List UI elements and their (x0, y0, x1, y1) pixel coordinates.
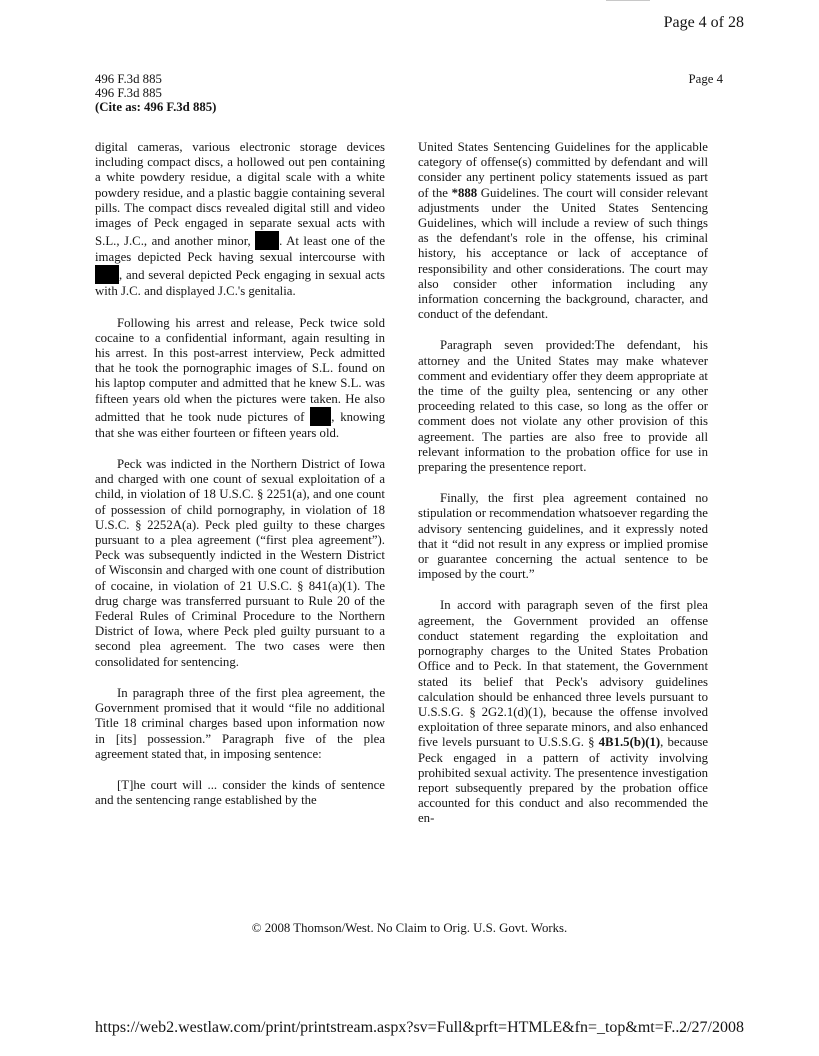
copyright-footer: © 2008 Thomson/West. No Claim to Orig. U.S. Govt. Works. (251, 921, 568, 935)
right-column (418, 140, 708, 843)
page-label: Page 4 (688, 72, 723, 86)
page-counter: Page 4 of 28 (663, 14, 744, 31)
text-run: digital cameras, various electronic storage devices including compact discs, a hollowed out pen containing a white powdery residue, a digital scale with a white powdery residue, and a plastic baggie containing several pills. The compact discs revealed digital still and video images of Peck engaged in separate sexual acts with S.L., J.C., and another minor, (95, 140, 385, 249)
text-run: , knowing that she was either fourteen or fifteen years old. (95, 409, 385, 440)
left-paragraph-1 (95, 140, 385, 300)
cite-as-line: (Cite as: 496 F.3d 885) (95, 100, 217, 114)
citation-line-1: 496 F.3d 885 (95, 72, 162, 86)
right-paragraph-4 (418, 598, 708, 826)
text-run: Guidelines. The court will consider relevant adjustments under the United States Sentencing Guidelines, which will include a review of such things as the defendant's role in the offense, his criminal history, his acceptance or lack of acceptance of responsibility and other considerations. The court may also consider other information including any information concerning the background, character, and conduct of the defendant. (418, 185, 708, 322)
left-paragraph-quote: [T]he court will ... consider the kinds of sentence and the sentencing range established by the (95, 777, 385, 808)
guideline-citation: 4B1.5(b)(1) (598, 735, 661, 750)
right-paragraph-3: Finally, the first plea agreement contained no stipulation or recommendation whatsoever regarding the advisory sentencing guidelines, and it expressly noted that it “did not result in any express or implied promise or guarantee concerning the actual sentence to be imposed by the court.” (418, 491, 708, 582)
print-date: 2/27/2008 (679, 1019, 744, 1036)
left-paragraph-2 (95, 316, 385, 441)
text-run: United States Sentencing Guidelines for the applicable category of offense(s) committed by defendant and will consider any pertinent policy statements issued as part of the (418, 140, 708, 200)
text-run: . At least one of the images depicted Peck having sexual intercourse with (95, 234, 385, 265)
text-run: , and several depicted Peck engaging in sexual acts with J.C. and displayed J.C.'s genitalia. (95, 268, 385, 299)
left-paragraph-3: Peck was indicted in the Northern District of Iowa and charged with one count of sexual exploitation of a child, in violation of 18 U.S.C. § 2251(a), and one count of possession of child pornography, in violation of 18 U.S.C. § 2252A(a). Peck pled guilty to these charges pursuant to a plea agreement (“first plea agreement”). Peck was subsequently indicted in the Western District of Wisconsin and charged with one count of distribution of cocaine, in violation of 21 U.S.C. § 841(a)(1). The drug charge was transferred pursuant to Rule 20 of the Federal Rules of Criminal Procedure to the Northern District of Iowa, where Peck pled guilty pursuant to a second plea agreement. The two cases were then consolidated for sentencing. (95, 457, 385, 669)
text-run: Following his arrest and release, Peck twice sold cocaine to a confidential informant, again resulting in his arrest. In this post-arrest interview, Peck admitted that he took the pornographic images of S.L. found on his laptop computer and admitted that he knew S.L. was fifteen years old when the pictures were taken. He also admitted that he took nude pictures of (95, 315, 385, 424)
print-url: https://web2.westlaw.com/print/printstream.aspx?sv=Full&prft=HTMLE&fn=_top&mt=F... (95, 1019, 684, 1036)
left-column (95, 140, 385, 808)
right-paragraph-2: Paragraph seven provided:The defendant, his attorney and the United States may make whatever comment and evidentiary offer they deem appropriate at the time of the guilty plea, sentencing or any other proceeding related to this case, so long as the offer or comment does not violate any other provision of this agreement. The parties are also free to provide all relevant information to the probation office for use in preparing the presentence report. (418, 338, 708, 475)
redaction-block (310, 407, 331, 426)
star-page-marker: *888 (451, 185, 478, 200)
text-run: , because Peck engaged in a pattern of activity involving prohibited sexual activity. The presentence investigation report subsequently prepared by the probation office accounted for this conduct and also recommended the en- (418, 735, 708, 826)
redaction-block (255, 231, 279, 250)
left-paragraph-4: In paragraph three of the first plea agreement, the Government promised that it would “file no additional Title 18 criminal charges based upon information now in [its] possession.” Paragraph five of the plea agreement stated that, in imposing sentence: (95, 685, 385, 761)
citation-block (95, 72, 216, 114)
redaction-block (95, 265, 119, 284)
text-run: In accord with paragraph seven of the first plea agreement, the Government provided an offense conduct statement regarding the exploitation and pornography charges to the United States Probation Office and to Peck. In that statement, the Government stated its belief that Peck's advisory guidelines calculation should be enhanced three levels pursuant to U.S.S.G. § 2G2.1(d)(1), because the offense involved exploitation of three separate minors, and also enhanced five levels pursuant to U.S.S.G. § (418, 598, 708, 750)
scan-edge-line (606, 0, 650, 1)
right-paragraph-1 (418, 140, 708, 322)
citation-line-2: 496 F.3d 885 (95, 86, 162, 100)
